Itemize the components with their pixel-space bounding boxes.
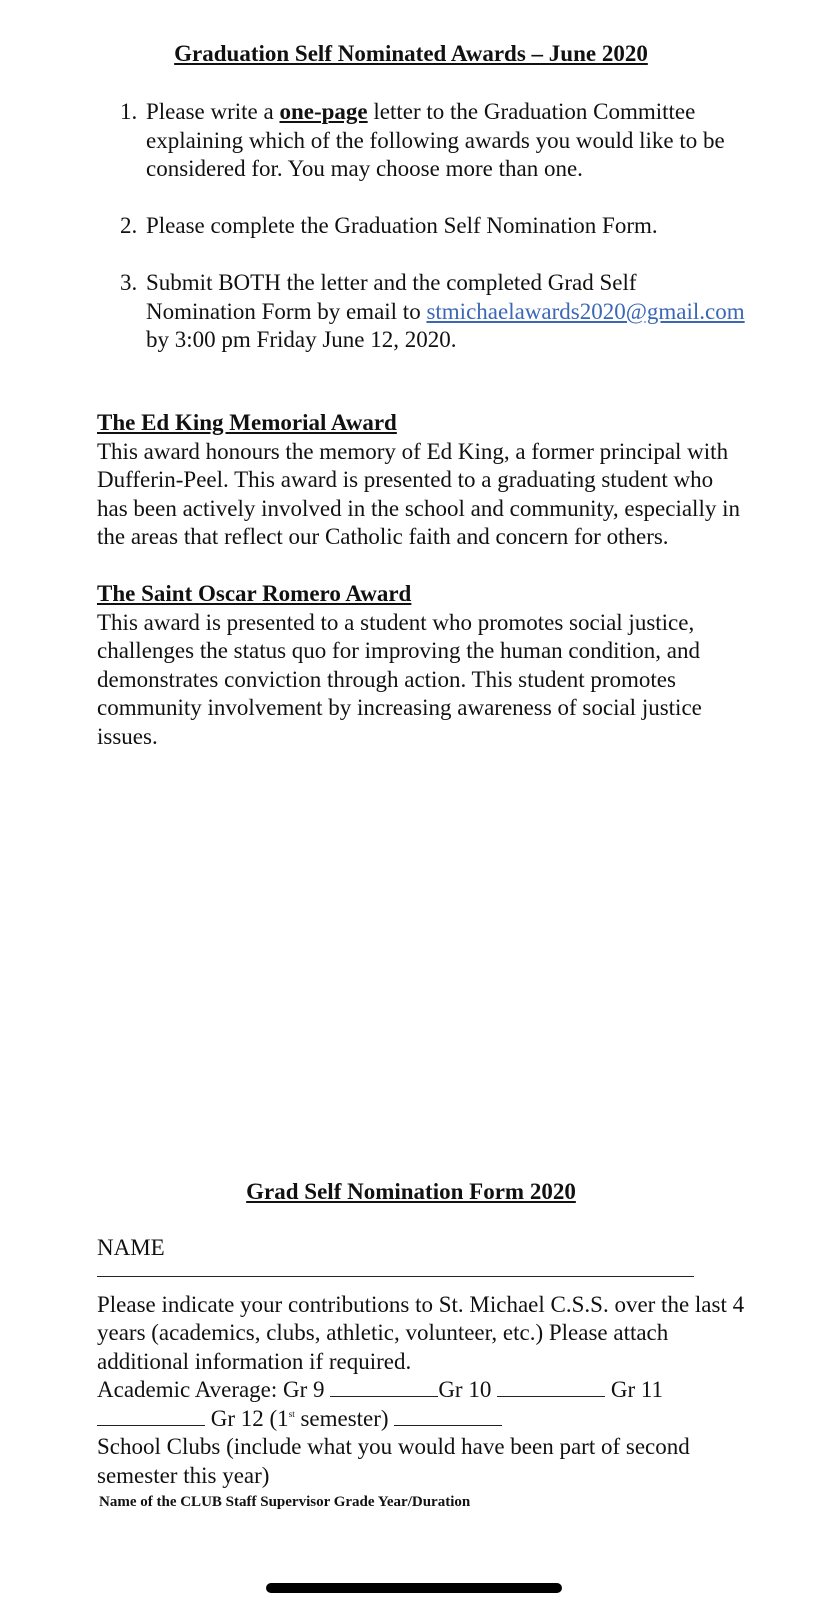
step-text: Please write a bbox=[146, 99, 280, 124]
gr12-blank[interactable] bbox=[394, 1405, 502, 1426]
award-title: The Ed King Memorial Award bbox=[97, 410, 397, 435]
instruction-list bbox=[110, 98, 750, 383]
gr9-blank[interactable] bbox=[330, 1376, 438, 1397]
gr11-blank[interactable] bbox=[97, 1405, 205, 1426]
contributions-text: Please indicate your contributions to St. Michael C.S.S. over the last 4 years (academics, clubs, athletic, volunteer, etc.) Please attach additional information if required. bbox=[97, 1291, 745, 1374]
nomination-form bbox=[97, 1234, 747, 1512]
gr12-label bbox=[211, 1406, 389, 1431]
school-clubs-text: School Clubs (include what you would have been part of second semester this year) bbox=[97, 1434, 690, 1488]
instruction-step bbox=[110, 98, 750, 184]
name-field-line[interactable] bbox=[97, 1276, 694, 1277]
step-number: 3 . bbox=[120, 269, 137, 298]
award-ed-king bbox=[97, 409, 747, 552]
step-text: Submit BOTH the letter and the completed Grad Self Nomination Form by email to bbox=[146, 270, 637, 324]
step-text: letter to the Graduation Committee explaining which of the following awards you would like to be considered for. You may choose more than one. bbox=[146, 99, 725, 181]
form-title: Grad Self Nomination Form 2020 bbox=[246, 1179, 576, 1204]
award-description: This award honours the memory of Ed King, a former principal with Dufferin-Peel. This award is presented to a graduating student who has been actively involved in the school and community, especially in the areas that reflect our Catholic faith and concern for others. bbox=[97, 438, 740, 549]
gr12-prefix: Gr 12 (1 bbox=[210, 1405, 289, 1431]
gr10-label: Gr 10 bbox=[438, 1377, 492, 1402]
step-number: 1 . bbox=[120, 98, 137, 127]
document-title: Graduation Self Nominated Awards – June 2020 bbox=[174, 41, 648, 66]
step-emphasis: one-page bbox=[279, 99, 368, 124]
instruction-step bbox=[110, 269, 750, 355]
clubs-table-header: Name of the CLUB Staff Supervisor Grade Year/Duration bbox=[99, 1494, 471, 1510]
academic-label: Academic Average: Gr 9 bbox=[97, 1377, 325, 1402]
academic-average-row bbox=[97, 1376, 747, 1433]
award-title: The Saint Oscar Romero Award bbox=[97, 581, 412, 606]
name-label: NAME bbox=[97, 1235, 165, 1260]
step-text: Please complete the Graduation Self Nomination Form. bbox=[146, 213, 658, 238]
instruction-step bbox=[110, 212, 750, 241]
award-description: This award is presented to a student who promotes social justice, challenges the status quo for improving the human condition, and demonstrates conviction through action. This student promotes community involvement by increasing awareness of social justice issues. bbox=[97, 609, 702, 749]
step-number: 2 . bbox=[120, 212, 137, 241]
award-oscar-romero bbox=[97, 580, 747, 751]
gr12-suffix: semester) bbox=[294, 1405, 389, 1431]
gr11-label: Gr 11 bbox=[610, 1377, 664, 1402]
gr10-blank[interactable] bbox=[497, 1376, 605, 1397]
step-text: by 3:00 pm Friday June 12, 2020. bbox=[146, 327, 457, 352]
home-indicator[interactable] bbox=[266, 1583, 562, 1593]
email-link[interactable]: stmichaelawards2020@gmail.com bbox=[426, 298, 745, 324]
gr12-superscript: st bbox=[288, 1408, 295, 1419]
